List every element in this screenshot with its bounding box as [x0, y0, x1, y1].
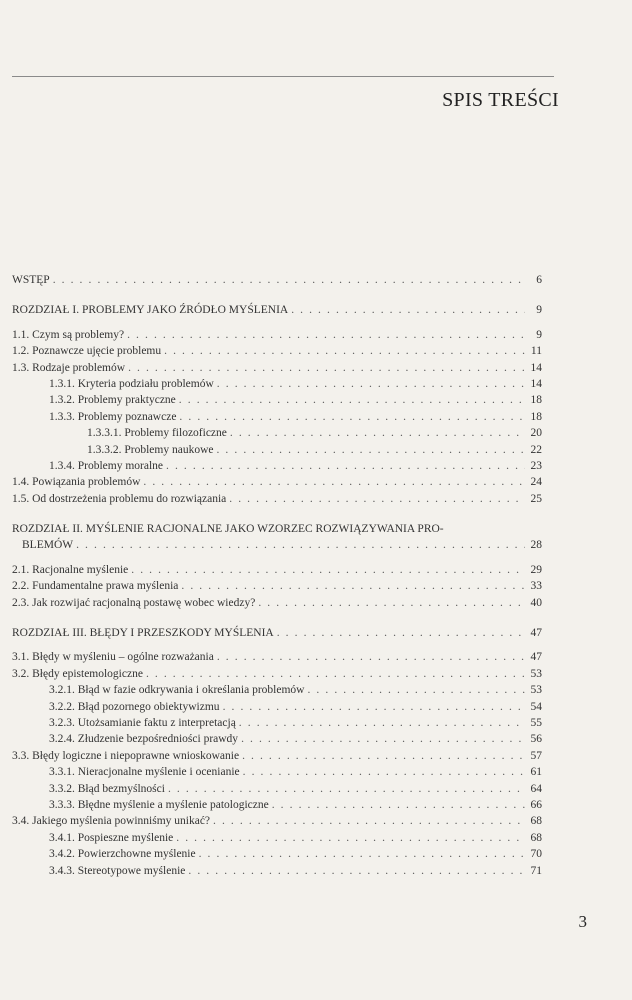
- toc-entry[interactable]: [12, 846, 542, 862]
- toc-entry[interactable]: [12, 797, 542, 813]
- dot-leader: [217, 649, 525, 665]
- toc-entry-label: 3.3.1. Nieracjonalne myślenie i ocenianie: [49, 766, 240, 779]
- toc-entry-page: 47: [530, 627, 542, 640]
- dot-leader: [277, 625, 525, 641]
- dot-leader: [53, 272, 525, 288]
- toc-entry-label: 3.4.2. Powierzchowne myślenie: [49, 848, 196, 861]
- toc-entry[interactable]: [12, 562, 542, 578]
- dot-leader: [213, 813, 525, 829]
- toc-entry-label: 3.2.1. Błąd w fazie odkrywania i określania problemów: [49, 684, 305, 697]
- dot-leader: [223, 699, 525, 715]
- dot-leader: [307, 682, 525, 698]
- toc-entry-label: 3.3.2. Błąd bezmyślności: [49, 782, 165, 795]
- toc-entry-page: 56: [530, 733, 542, 746]
- toc-entry[interactable]: [12, 781, 542, 797]
- toc-chapter-2-line-2: BLEMÓW: [22, 539, 74, 552]
- toc-entry-page: 71: [530, 864, 542, 877]
- toc-entry-page: 23: [530, 459, 542, 472]
- toc-entry[interactable]: [12, 343, 542, 359]
- toc-entry-page: 9: [536, 328, 542, 341]
- dot-leader: [131, 562, 525, 578]
- toc-entry-page: 33: [530, 580, 542, 593]
- toc-entry-label: 3.4.1. Pospieszne myślenie: [49, 831, 174, 844]
- toc-entry[interactable]: [12, 764, 542, 780]
- toc-entry-page: 18: [530, 410, 542, 423]
- toc-entry-page: 9: [536, 304, 542, 317]
- toc-entry-label: 1.3.2. Problemy praktyczne: [49, 394, 176, 407]
- toc-entry-label: ROZDZIAŁ I. PROBLEMY JAKO ŹRÓDŁO MYŚLENIA: [12, 304, 289, 317]
- toc-entry-label: 2.2. Fundamentalne prawa myślenia: [12, 580, 179, 593]
- toc-entry-label: 1.2. Poznawcze ujęcie problemu: [12, 345, 162, 358]
- toc-entry-label: 3.2.3. Utożsamianie faktu z interpretacją: [49, 716, 236, 729]
- toc-entry-label: 1.4. Powiązania problemów: [12, 476, 141, 489]
- toc-entry-page: 18: [530, 394, 542, 407]
- dot-leader: [179, 409, 525, 425]
- toc-entry-page: 61: [530, 766, 542, 779]
- page-number: 3: [578, 912, 587, 931]
- toc-entry[interactable]: [12, 392, 542, 408]
- toc-entry[interactable]: [12, 682, 542, 698]
- toc-entry-label: WSTĘP: [12, 274, 50, 286]
- toc-chapter-2-line-1: ROZDZIAŁ II. MYŚLENIE RACJONALNE JAKO WZORZEC ROZWIĄZYWANIA PRO-: [12, 523, 444, 536]
- toc-chapter-2[interactable]: [12, 521, 542, 554]
- toc-entry[interactable]: [12, 376, 542, 392]
- dot-leader: [199, 846, 525, 862]
- toc-entry-page: 55: [530, 716, 542, 729]
- toc-entry-label: 3.1. Błędy w myśleniu – ogólne rozważania: [12, 651, 214, 664]
- toc-entry-page: 57: [530, 749, 542, 762]
- toc-entry[interactable]: [12, 360, 542, 376]
- toc-entry-page: 47: [530, 651, 542, 664]
- dot-leader: [127, 327, 525, 343]
- toc-entry[interactable]: [12, 666, 542, 682]
- dot-leader: [164, 343, 525, 359]
- toc-entry[interactable]: [12, 699, 542, 715]
- table-of-contents: [12, 272, 542, 879]
- toc-entry-page: 54: [530, 700, 542, 713]
- toc-entry-page: 68: [530, 831, 542, 844]
- dot-leader: [166, 458, 525, 474]
- dot-leader: [143, 474, 525, 490]
- toc-entry-page: 29: [530, 563, 542, 576]
- toc-entry-page: 20: [530, 427, 542, 440]
- toc-chapter-1[interactable]: [12, 302, 542, 318]
- toc-entry-page: 40: [530, 596, 542, 609]
- toc-entry-label: 1.1. Czym są problemy?: [12, 328, 125, 341]
- toc-entry-page: 6: [536, 274, 542, 286]
- toc-entry[interactable]: [12, 748, 542, 764]
- toc-entry-label: 3.4.3. Stereotypowe myślenie: [49, 864, 186, 877]
- toc-entry-label: 3.2. Błędy epistemologiczne: [12, 667, 143, 680]
- dot-leader: [291, 302, 525, 318]
- dot-leader: [239, 715, 525, 731]
- dot-leader: [168, 781, 525, 797]
- dot-leader: [272, 797, 525, 813]
- toc-entry[interactable]: [12, 491, 542, 507]
- dot-leader: [217, 376, 525, 392]
- dot-leader: [242, 748, 525, 764]
- toc-entry-page: 25: [530, 492, 542, 505]
- dot-leader: [216, 442, 525, 458]
- toc-entry[interactable]: [12, 409, 542, 425]
- dot-leader: [76, 537, 525, 553]
- dot-leader: [229, 491, 525, 507]
- toc-entry[interactable]: [12, 425, 542, 441]
- dot-leader: [181, 578, 525, 594]
- toc-entry[interactable]: [12, 863, 542, 879]
- toc-entry[interactable]: [12, 578, 542, 594]
- toc-entry-label: 1.3. Rodzaje problemów: [12, 361, 126, 374]
- dot-leader: [179, 392, 525, 408]
- toc-entry-label: 2.3. Jak rozwijać racjonalną postawę wobec wiedzy?: [12, 596, 256, 609]
- toc-entry-label: ROZDZIAŁ III. BŁĘDY I PRZESZKODY MYŚLENIA: [12, 627, 274, 640]
- toc-entry-label: 2.1. Racjonalne myślenie: [12, 563, 129, 576]
- dot-leader: [128, 360, 525, 376]
- toc-entry-page: 11: [530, 345, 542, 358]
- toc-entry-page: 53: [530, 667, 542, 680]
- dot-leader: [258, 595, 525, 611]
- toc-entry-label: 3.4. Jakiego myślenia powinniśmy unikać?: [12, 815, 211, 828]
- toc-entry[interactable]: [12, 649, 542, 665]
- toc-entry-label: 1.5. Od dostrzeżenia problemu do rozwiązania: [12, 492, 227, 505]
- toc-entry-label: 3.3. Błędy logiczne i niepoprawne wnioskowanie: [12, 749, 240, 762]
- toc-chapter-3[interactable]: [12, 625, 542, 641]
- toc-entry-page: 14: [530, 377, 542, 390]
- toc-entry-label: 3.2.4. Złudzenie bezpośredniości prawdy: [49, 733, 239, 746]
- toc-entry[interactable]: [12, 813, 542, 829]
- toc-entry-page: 28: [530, 539, 542, 552]
- toc-entry[interactable]: [12, 442, 542, 458]
- toc-entry-page: 53: [530, 684, 542, 697]
- toc-entry-intro[interactable]: [12, 272, 542, 288]
- toc-entry-label: 1.3.4. Problemy moralne: [49, 459, 164, 472]
- dot-leader: [146, 666, 525, 682]
- toc-entry-label: 1.3.1. Kryteria podziału problemów: [49, 377, 214, 390]
- dot-leader: [243, 764, 525, 780]
- toc-entry-page: 70: [530, 848, 542, 861]
- dot-leader: [241, 731, 525, 747]
- toc-entry-page: 66: [530, 798, 542, 811]
- toc-entry[interactable]: [12, 474, 542, 490]
- toc-entry-label: 3.3.3. Błędne myślenie a myślenie patologiczne: [49, 798, 269, 811]
- dot-leader: [188, 863, 525, 879]
- toc-entry[interactable]: [12, 731, 542, 747]
- toc-entry-page: 24: [530, 476, 542, 489]
- top-rule: [12, 76, 554, 77]
- toc-entry-label: 1.3.3.2. Problemy naukowe: [87, 443, 214, 456]
- toc-entry[interactable]: [12, 458, 542, 474]
- page-title: SPIS TREŚCI: [442, 89, 559, 111]
- toc-entry-page: 14: [530, 361, 542, 374]
- toc-entry[interactable]: [12, 715, 542, 731]
- toc-entry[interactable]: [12, 327, 542, 343]
- toc-entry-label: 1.3.3. Problemy poznawcze: [49, 410, 177, 423]
- dot-leader: [176, 830, 525, 846]
- toc-entry-page: 68: [530, 815, 542, 828]
- toc-entry-label: 1.3.3.1. Problemy filozoficzne: [87, 427, 227, 440]
- toc-entry-page: 64: [530, 782, 542, 795]
- toc-entry-label: 3.2.2. Błąd pozornego obiektywizmu: [49, 700, 220, 713]
- toc-entry-page: 22: [530, 443, 542, 456]
- dot-leader: [230, 425, 525, 441]
- toc-entry[interactable]: [12, 830, 542, 846]
- toc-entry[interactable]: [12, 595, 542, 611]
